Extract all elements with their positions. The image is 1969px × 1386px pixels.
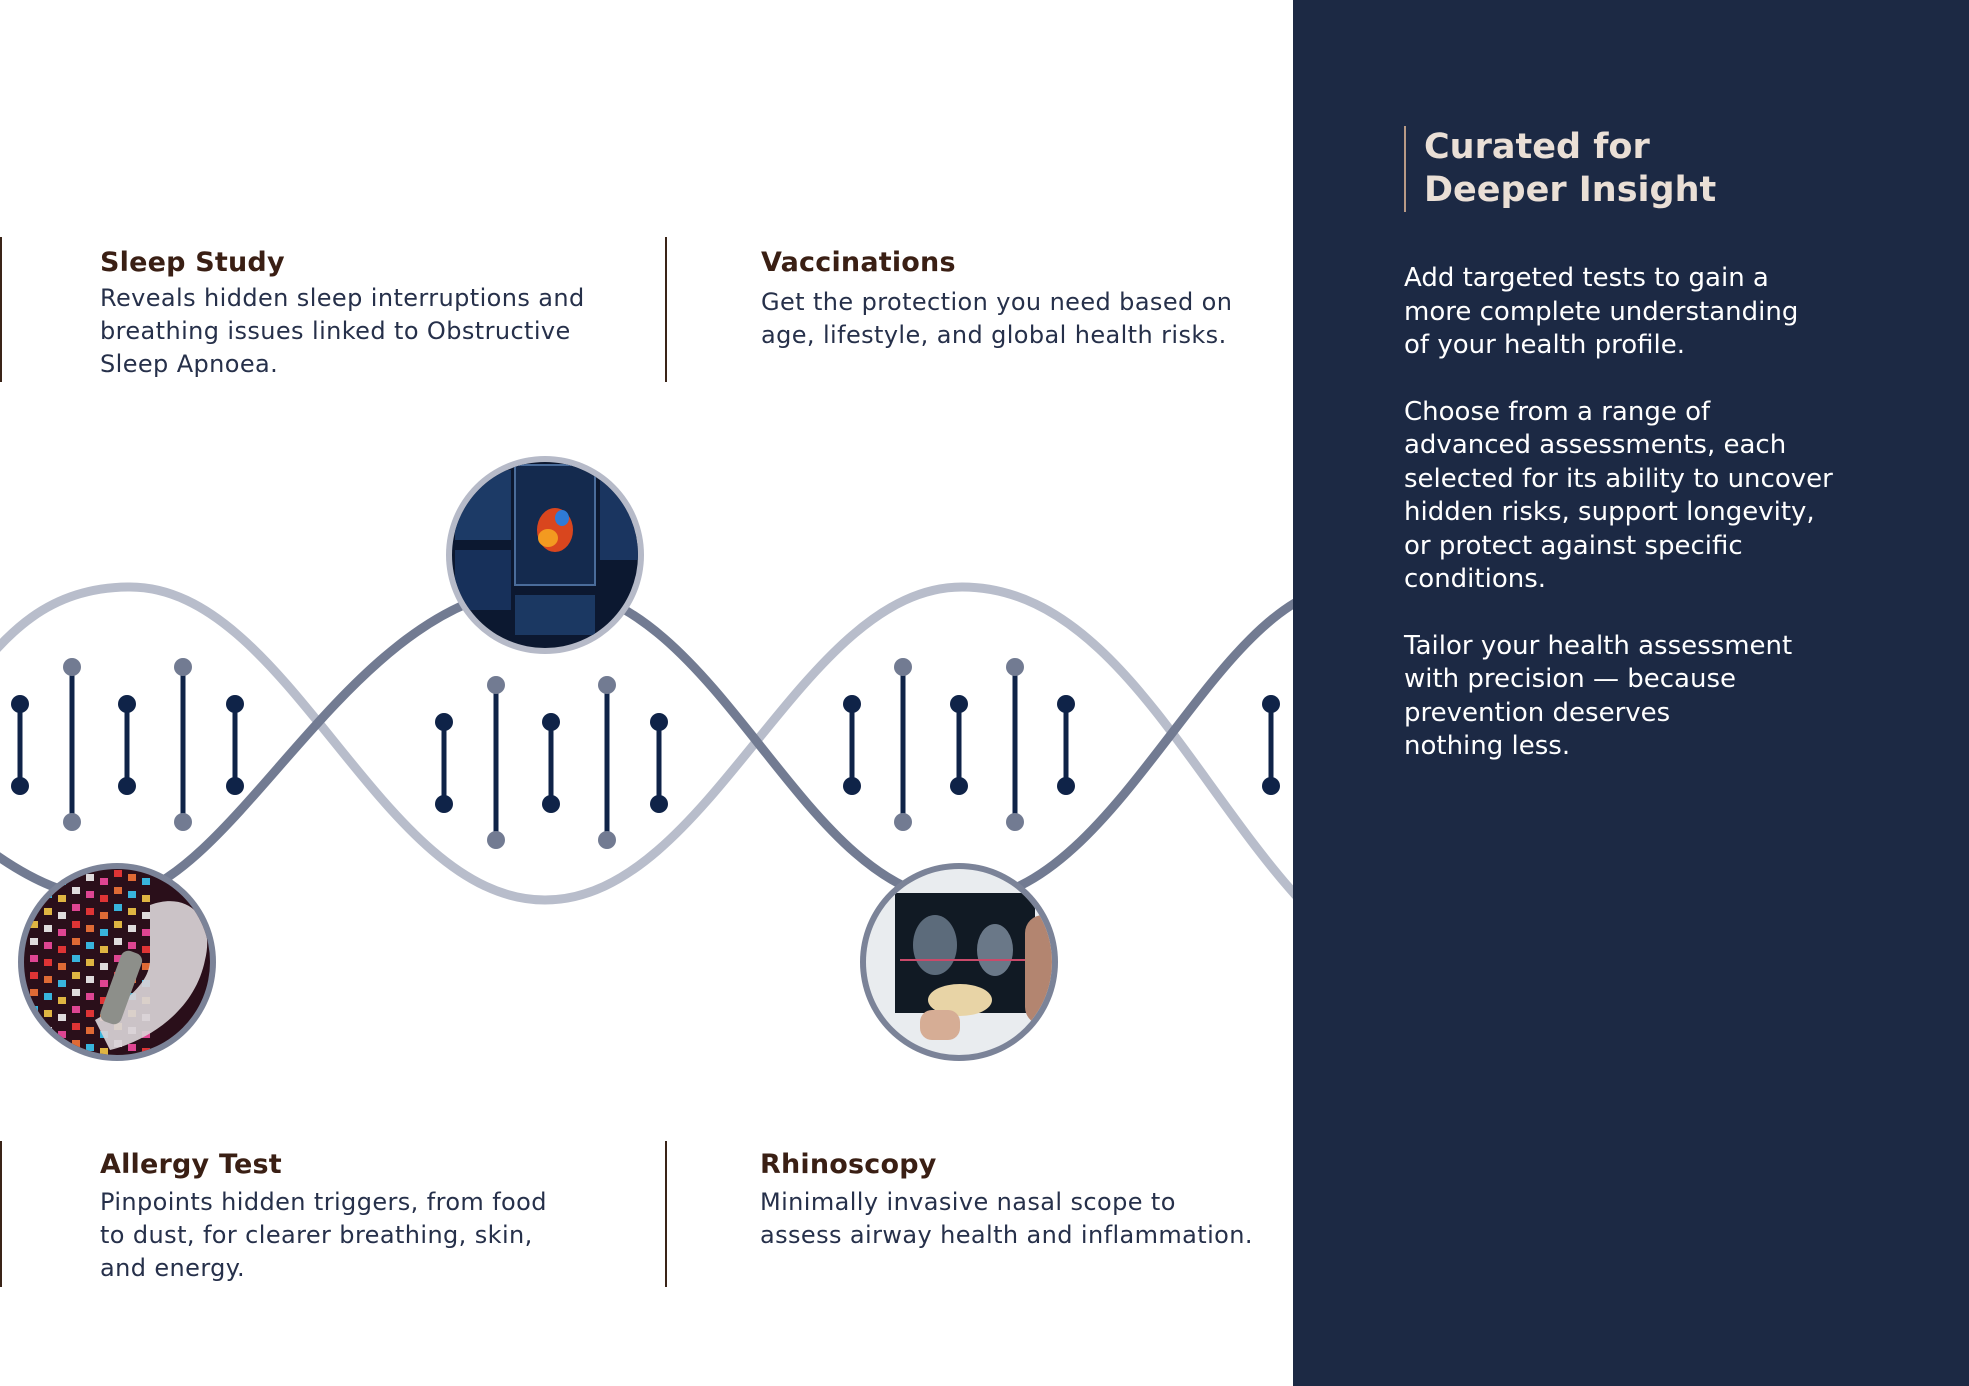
- sequencing-band: [86, 976, 94, 983]
- helix-rung-end: [894, 813, 912, 831]
- sequencing-band: [114, 904, 122, 911]
- sequencing-band: [58, 1014, 66, 1021]
- card-text-line: Minimally invasive nasal scope to: [760, 1188, 1176, 1216]
- text-line: more complete understanding: [1404, 296, 1799, 327]
- sequencing-band: [72, 938, 80, 945]
- text-line: Tailor your health assessment: [1404, 630, 1793, 661]
- sequencing-band: [142, 912, 150, 919]
- card-text-line: Sleep Apnoea.: [100, 350, 279, 378]
- sequencing-band: [114, 887, 122, 894]
- sidebar-paragraph: [1404, 396, 1874, 597]
- helix-rung-end: [487, 676, 505, 694]
- card-divider: [0, 237, 2, 382]
- helix-rung-end: [118, 695, 136, 713]
- card-text-line: and energy.: [100, 1254, 246, 1282]
- text-line: nothing less.: [1404, 731, 1571, 761]
- sequencing-band: [100, 912, 108, 919]
- sequencing-band: [114, 870, 122, 877]
- card-title: Sleep Study: [100, 247, 285, 278]
- sequencing-band: [72, 887, 80, 894]
- sequencing-band: [86, 1044, 94, 1051]
- sequencing-band: [72, 1006, 80, 1013]
- sidebar-body: [1404, 262, 1874, 797]
- helix-rung-end: [1057, 695, 1075, 713]
- sequencing-band: [44, 1044, 52, 1051]
- helix-rung-end: [1006, 658, 1024, 676]
- helix-rung-end: [174, 813, 192, 831]
- sequencing-band: [128, 908, 136, 915]
- sequencing-band: [58, 895, 66, 902]
- sequencing-band: [72, 989, 80, 996]
- sequencing-band: [44, 925, 52, 932]
- card-text-line: age, lifestyle, and global health risks.: [761, 321, 1227, 349]
- helix-rung-end: [650, 713, 668, 731]
- helix-rung-end: [950, 777, 968, 795]
- text-line: selected for its ability to uncover: [1404, 463, 1833, 494]
- text-line: Choose from a range of: [1404, 396, 1711, 427]
- helix-rung-end: [174, 658, 192, 676]
- sequencing-band: [72, 1023, 80, 1030]
- sequencing-band: [100, 929, 108, 936]
- sequencing-band: [44, 942, 52, 949]
- sequencing-band: [142, 946, 150, 953]
- sequencing-band: [86, 908, 94, 915]
- sequencing-band: [30, 887, 38, 894]
- helix-rung-end: [598, 676, 616, 694]
- echocardiogram-photo: [440, 450, 650, 660]
- sequencing-band: [30, 955, 38, 962]
- card-text-line: Get the protection you need based on: [761, 288, 1233, 316]
- text-line: with precision — because: [1404, 664, 1736, 694]
- sequencing-band: [44, 1010, 52, 1017]
- sequencing-band: [44, 976, 52, 983]
- sequencing-band: [128, 1044, 136, 1051]
- helix-rung-end: [1057, 777, 1075, 795]
- helix-rung-end: [1006, 813, 1024, 831]
- sequencing-band: [128, 925, 136, 932]
- sequencing-band: [30, 1023, 38, 1030]
- sidebar-title: [1404, 126, 1716, 212]
- sequencing-band: [30, 938, 38, 945]
- sequencing-band: [86, 925, 94, 932]
- helix-rung-end: [11, 777, 29, 795]
- helix-rung-end: [1262, 777, 1280, 795]
- text-line: hidden risks, support longevity,: [1404, 497, 1815, 527]
- helix-rung-end: [950, 695, 968, 713]
- helix-rung-end: [63, 658, 81, 676]
- text-line: advanced assessments, each: [1404, 430, 1787, 460]
- helix-rung-end: [487, 831, 505, 849]
- sequencing-band: [44, 993, 52, 1000]
- sidebar-title-line: Deeper Insight: [1424, 170, 1717, 210]
- sequencing-band: [142, 878, 150, 885]
- sequencing-band: [128, 874, 136, 881]
- sequencing-band: [142, 895, 150, 902]
- sequencing-band: [100, 1065, 108, 1072]
- sequencing-band: [100, 963, 108, 970]
- sequencing-band: [86, 891, 94, 898]
- helix-rung-end: [598, 831, 616, 849]
- helix-rung-end: [11, 695, 29, 713]
- sequencing-band: [58, 1048, 66, 1055]
- sequencing-band: [100, 895, 108, 902]
- card-text-line: Reveals hidden sleep interruptions and: [100, 284, 585, 312]
- helix-rung-end: [542, 795, 560, 813]
- sequencing-band: [86, 993, 94, 1000]
- sequencing-band: [72, 1057, 80, 1064]
- card-text-line: to dust, for clearer breathing, skin,: [100, 1221, 533, 1249]
- sidebar-title-line: Curated for: [1424, 127, 1650, 167]
- helix-rung-end: [894, 658, 912, 676]
- sequencing-band: [30, 972, 38, 979]
- sequencing-band: [44, 1061, 52, 1068]
- sequencing-band: [44, 908, 52, 915]
- text-line: prevention deserves: [1404, 697, 1671, 728]
- sequencing-band: [58, 946, 66, 953]
- card-title: Vaccinations: [761, 247, 956, 278]
- sequencing-band: [44, 959, 52, 966]
- dna-sequencing-photo: [15, 860, 225, 1072]
- card-divider: [0, 1141, 2, 1287]
- sidebar-paragraph: [1404, 262, 1874, 363]
- sequencing-band: [30, 989, 38, 996]
- helix-rung-end: [843, 695, 861, 713]
- sequencing-band: [86, 1010, 94, 1017]
- sequencing-band: [128, 891, 136, 898]
- helix-rung-end: [542, 713, 560, 731]
- helix-rung-end: [435, 795, 453, 813]
- helix-rung-end: [63, 813, 81, 831]
- helix-rung-end: [435, 713, 453, 731]
- sequencing-band: [58, 963, 66, 970]
- sequencing-band: [100, 878, 108, 885]
- sidebar-paragraph: [1404, 630, 1874, 764]
- helix-rung-end: [1262, 695, 1280, 713]
- helix-rung-end: [226, 777, 244, 795]
- sequencing-band: [72, 955, 80, 962]
- card-text-line: breathing issues linked to Obstructive: [100, 317, 571, 345]
- text-line: or protect against specific: [1404, 530, 1743, 561]
- sequencing-band: [58, 929, 66, 936]
- sequencing-band: [114, 921, 122, 928]
- sequencing-band: [58, 912, 66, 919]
- sidebar-panel: [1293, 0, 1969, 1386]
- sequencing-band: [72, 904, 80, 911]
- sequencing-band: [86, 1027, 94, 1034]
- helix-rung-end: [226, 695, 244, 713]
- helix-rung-end: [650, 795, 668, 813]
- sequencing-band: [72, 972, 80, 979]
- sequencing-band: [128, 942, 136, 949]
- sequencing-band: [58, 980, 66, 987]
- rhinoscopy-scan-photo: [855, 860, 1065, 1070]
- sequencing-band: [128, 1061, 136, 1068]
- sequencing-band: [30, 1040, 38, 1047]
- sequencing-band: [100, 946, 108, 953]
- card-divider: [665, 1141, 667, 1287]
- sequencing-band: [86, 1061, 94, 1068]
- card-title: Allergy Test: [100, 1149, 282, 1180]
- sequencing-band: [86, 942, 94, 949]
- sequencing-band: [86, 959, 94, 966]
- card-text-line: assess airway health and inflammation.: [760, 1221, 1253, 1249]
- helix-strand-dark: [0, 587, 1293, 900]
- text-line: of your health profile.: [1404, 330, 1686, 360]
- helix-rung-end: [118, 777, 136, 795]
- sequencing-band: [30, 1057, 38, 1064]
- sequencing-band: [142, 929, 150, 936]
- text-line: Add targeted tests to gain a: [1404, 263, 1769, 293]
- card-divider: [665, 237, 667, 382]
- card-text-line: Pinpoints hidden triggers, from food: [100, 1188, 547, 1216]
- sequencing-band: [58, 1065, 66, 1072]
- helix-rung-end: [843, 777, 861, 795]
- sequencing-band: [58, 997, 66, 1004]
- sequencing-band: [72, 921, 80, 928]
- sequencing-band: [100, 980, 108, 987]
- text-line: conditions.: [1404, 564, 1547, 594]
- card-title: Rhinoscopy: [760, 1149, 937, 1180]
- sequencing-band: [86, 874, 94, 881]
- sequencing-band: [114, 938, 122, 945]
- sequencing-band: [142, 1065, 150, 1072]
